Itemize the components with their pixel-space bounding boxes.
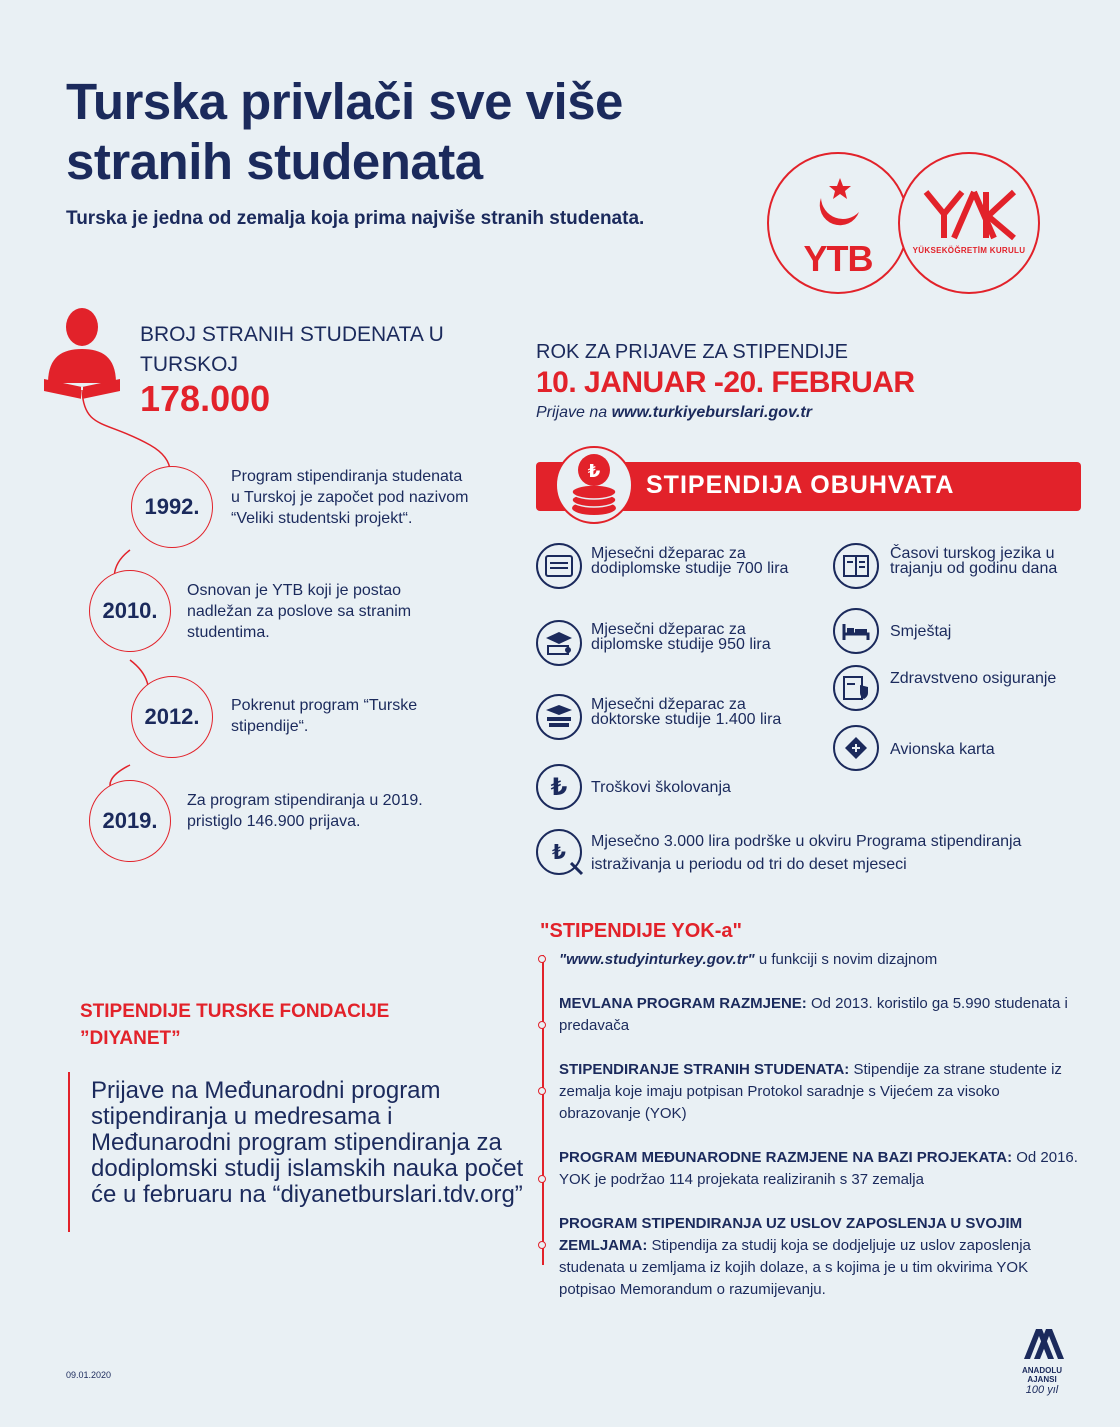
agency-name: ANADOLU AJANSI <box>1022 1366 1062 1384</box>
apply-url-link[interactable]: www.turkiyeburslari.gov.tr <box>611 404 812 421</box>
yok-item <box>559 993 1079 1037</box>
yok-item-heading[interactable]: "www.studyinturkey.gov.tr" <box>559 951 755 968</box>
yok-item-text: Od 2013. koristilo ga 5.990 studenata i predavača <box>559 995 1068 1034</box>
diploma-icon <box>536 620 582 666</box>
yok-bullet <box>538 1087 546 1095</box>
crescent-star-icon <box>811 176 869 236</box>
ytb-wordmark: YTB <box>803 238 873 279</box>
timeline-year: 1992. <box>131 466 213 548</box>
deadline-label: ROK ZA PRIJAVE ZA STIPENDIJE <box>536 341 848 363</box>
yok-item-text: u funkciji s novim dizajnom <box>754 951 938 968</box>
svg-text:₺: ₺ <box>587 461 601 482</box>
benefit-text: Zdravstveno osiguranje <box>890 670 1057 687</box>
students-count-value: 178.000 <box>140 378 271 419</box>
apply-prefix: Prijave na <box>536 404 608 421</box>
benefit-text: Avionska karta <box>890 741 995 758</box>
yok-bullet <box>538 1021 546 1029</box>
lira-icon: ₺ <box>536 764 582 810</box>
deadline-value: 10. JANUAR -20. FEBRUAR <box>536 366 915 399</box>
timeline-text: Osnovan je YTB koji je postao nadležan za poslove sa stranim studentima. <box>187 582 412 641</box>
yok-mark-icon <box>922 188 1018 242</box>
benefit-text: Mjesečni džeparac za diplomske studije 950 lira <box>591 621 771 653</box>
yok-item <box>559 1059 1079 1125</box>
timeline-year: 2012. <box>131 676 213 758</box>
banner-title: STIPENDIJA OBUHVATA <box>646 471 955 499</box>
page-subtitle: Turska je jedna od zemalja koja prima najviše stranih studenata. <box>66 208 645 229</box>
timeline-text: Program stipendiranja studenata u Turskoj je započet pod nazivom “Veliki studentski projekt“. <box>231 468 469 527</box>
plane-ticket-icon <box>833 725 879 771</box>
books-icon <box>536 694 582 740</box>
benefit-text: Mjesečno 3.000 lira podrške u okviru Programa stipendiranja istraživanja u periodu od tri do deset mjeseci <box>591 833 1022 873</box>
yok-item-heading: MEVLANA PROGRAM RAZMJENE: <box>559 995 807 1012</box>
ytb-logo <box>767 152 909 294</box>
yok-bullet <box>538 1175 546 1183</box>
magnifier-handle-icon <box>570 862 584 876</box>
benefit-text: Mjesečni džeparac za dodiplomske studije 700 lira <box>591 545 789 577</box>
page-title: Turska privlači sve više stranih studenata <box>66 73 623 190</box>
timeline-text: Za program stipendiranja u 2019. pristiglo 146.900 prijava. <box>187 792 423 830</box>
language-book-icon <box>833 543 879 589</box>
yok-logo <box>898 152 1040 294</box>
anniversary-mark: 100 yıl <box>1025 1384 1059 1396</box>
yok-item <box>559 1213 1079 1301</box>
certificate-icon <box>536 543 582 589</box>
yok-timeline-line <box>542 955 544 1265</box>
coins-icon <box>555 442 633 528</box>
diyanet-title-line2: ”DIYANET” <box>80 1028 181 1049</box>
yok-item-text: Od 2016. YOK je podržao 114 projekata realiziranih s 37 zemalja <box>559 1149 1078 1188</box>
yok-item-heading: PROGRAM STIPENDIRANJA UZ USLOV ZAPOSLENJA U SVOJIM ZEMLJAMA: <box>559 1215 1023 1254</box>
yok-item <box>559 1147 1079 1191</box>
yok-item <box>559 949 1079 971</box>
aa-mark-icon <box>1020 1325 1064 1361</box>
yok-wordmark: YÜKSEKÖĞRETİM KURULU <box>912 246 1026 255</box>
benefit-text: Troškovi školovanja <box>591 779 731 796</box>
health-insurance-icon <box>833 665 879 711</box>
benefit-text: Mjesečni džeparac za doktorske studije 1.400 lira <box>591 696 782 728</box>
bed-icon <box>833 608 879 654</box>
timeline-text: Pokrenut program “Turske stipendije“. <box>231 697 418 735</box>
diyanet-title <box>80 998 389 1052</box>
timeline-year: 2010. <box>89 570 171 652</box>
yok-item-text: Stipendija za studij koja se dodjeljuje uz uslov zaposlenja studenata u zemljama iz kojih dolaze, a s kojima je u tim okvirima YOK potpisao Memorandum o razumijevanju. <box>559 1237 1031 1298</box>
yok-bullet <box>538 1241 546 1249</box>
yok-bullet <box>538 955 546 963</box>
publish-date: 09.01.2020 <box>66 1370 112 1380</box>
yok-item-heading: STIPENDIRANJE STRANIH STUDENATA: <box>559 1061 850 1078</box>
yok-section-title: "STIPENDIJE YOK-a" <box>540 920 742 942</box>
diyanet-text: Prijave na Međunarodni program stipendiranja u medresama i Međunarodni program stipendiranja za dodiplomski studij islamskih nauka počet će u februaru na “diyanetburslari.tdv.org” <box>91 1077 524 1208</box>
anadolu-logo <box>1010 1325 1074 1396</box>
yok-item-text: Stipendije za strane studente iz zemalja koje imaju potpisan Protokol saradnje s Vijećem za visoko obrazovanje (YOK) <box>559 1061 1062 1122</box>
benefit-text: Smještaj <box>890 623 952 640</box>
apply-line <box>536 404 812 422</box>
diyanet-accent-bar <box>68 1072 70 1232</box>
benefit-text: Časovi turskog jezika u trajanju od godinu dana <box>890 545 1058 577</box>
lira-search-icon: ₺ <box>536 829 582 875</box>
students-count-label: BROJ STRANIH STUDENATA U TURSKOJ <box>140 323 444 376</box>
yok-item-heading: PROGRAM MEĐUNARODNE RAZMJENE NA BAZI PROJEKATA: <box>559 1149 1013 1166</box>
diyanet-title-line1: STIPENDIJE TURSKE FONDACIJE <box>80 1001 390 1022</box>
timeline-year: 2019. <box>89 780 171 862</box>
